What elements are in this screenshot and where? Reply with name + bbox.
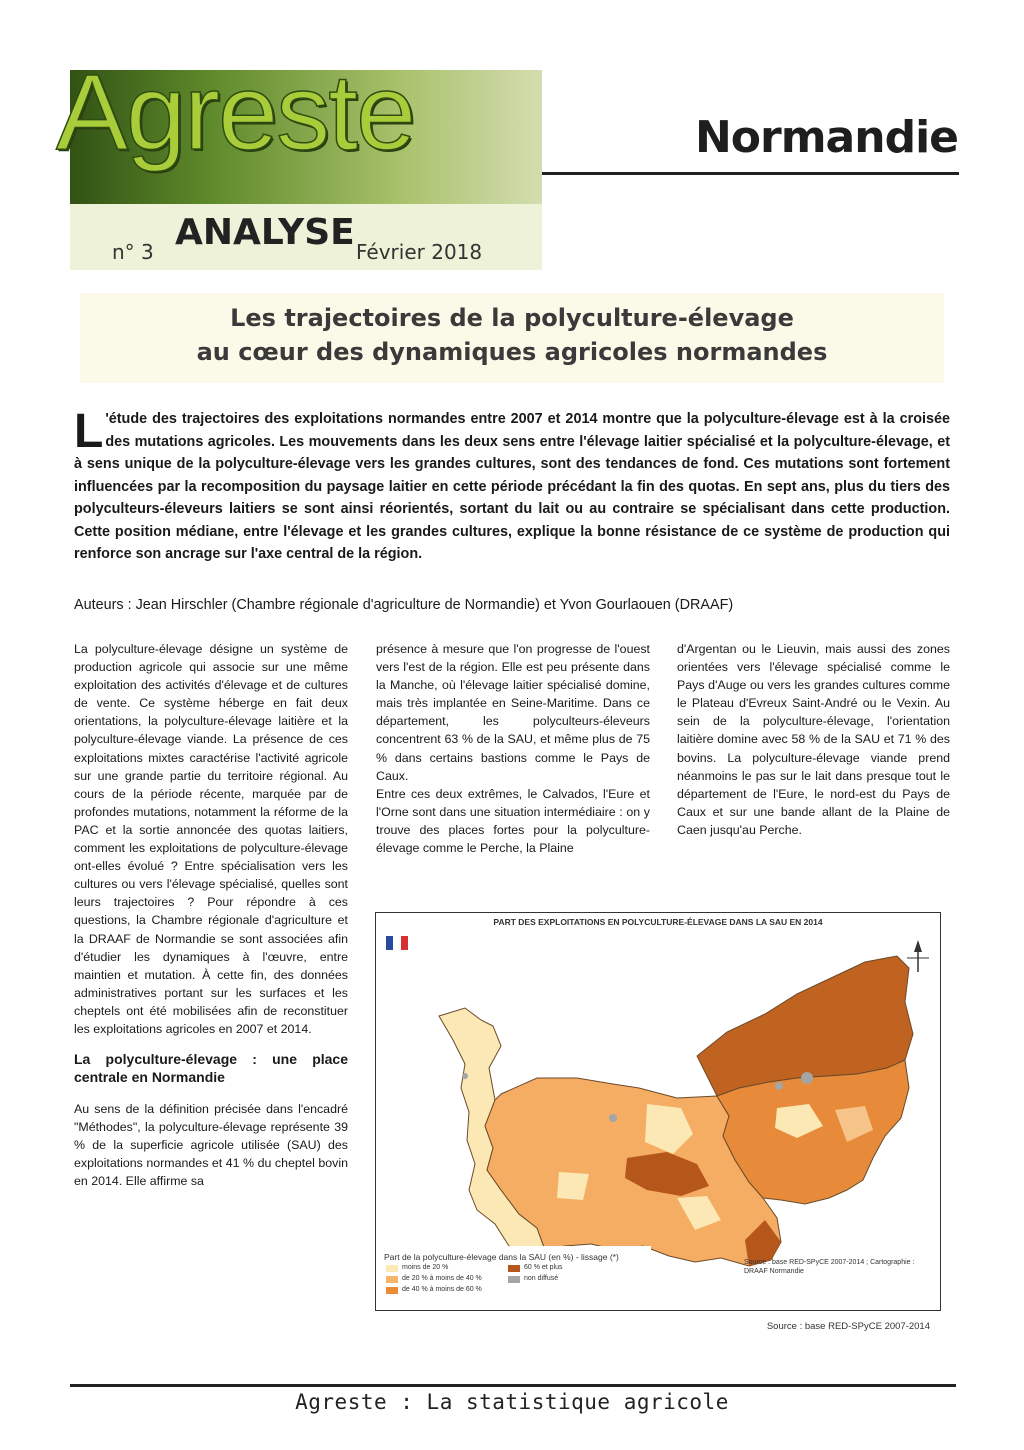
legend-swatch	[508, 1265, 520, 1272]
map-credit: Source : base RED-SPyCE 2007-2014 ; Cartographie : DRAAF Normandie	[744, 1259, 915, 1275]
legend-label: non diffusé	[524, 1275, 559, 1282]
legend-label: moins de 20 %	[402, 1264, 449, 1271]
issue-date: Février 2018	[356, 240, 483, 264]
column-2	[376, 640, 650, 857]
footer-rule	[70, 1384, 956, 1387]
series-label: ANALYSE	[175, 212, 355, 253]
region-name: Normandie	[694, 112, 958, 163]
header-rule	[542, 172, 959, 175]
issue-number: n° 3	[112, 240, 154, 264]
section-heading: La polyculture-élevage : une place centrale en Normandie	[74, 1051, 348, 1086]
legend-title: Part de la polyculture-élevage dans la SAU (en %) - lissage (*)	[384, 1252, 619, 1262]
figure-source: Source : base RED-SPyCE 2007-2014	[766, 1321, 930, 1332]
page-title	[80, 301, 944, 369]
legend-label: de 40 % à moins de 60 %	[402, 1286, 482, 1293]
footer-text: Agreste : La statistique agricole	[295, 1390, 729, 1414]
legend-swatch	[386, 1265, 398, 1272]
body-paragraph: La polyculture-élevage désigne un système de production agricole qui associe sur une même exploitation des activités d'élevage et de cultures de vente. Ce système héberge en fait deux orientations, la polyculture-élevage laitière et la polyculture-élevage viande. La présence de ces exploitations mixtes caractérise l'activité agricole sur une grande partie du territoire régional. Au cours de la période récente, marquée par de profondes mutations, notamment la réforme de la PAC et la sortie annoncée des quotas laitiers, comment les exploitations de polyculture-élevage ont-elles évolué ? Entre spécialisation vers les cultures ou vers l'élevage spécialisé, quelles sont leurs trajectoires ? Pour répondre à ces questions, la Chambre régionale d'agriculture et la DRAAF de Normandie se sont associées afin d'étudier les dynamiques à l'œuvre, entre maintien et mutation. À cette fin, des données administratives portant sur les surfaces et les cheptels ont été mobilisées afin de reconstituer les exploitations agricoles en 2007 et 2014.	[74, 642, 348, 1036]
lead-paragraph	[74, 405, 950, 566]
authors-line: Auteurs : Jean Hirschler (Chambre régionale d'agriculture de Normandie) et Yvon Gourlaouen (DRAAF)	[74, 597, 734, 613]
map-title: PART DES EXPLOITATIONS EN POLYCULTURE-ÉLEVAGE DANS LA SAU EN 2014	[493, 917, 823, 927]
legend-swatch	[386, 1276, 398, 1283]
body-paragraph: Entre ces deux extrêmes, le Calvados, l'Eure et l'Orne sont dans une situation intermédiaire : on y trouve des places fortes pour la polyculture-élevage comme le Perche, la Plaine	[376, 786, 650, 856]
body-paragraph: d'Argentan ou le Lieuvin, mais aussi des zones orientées vers l'élevage spécialisé comme le Pays d'Auge ou vers les grandes cultures comme le Plateau d'Evreux Saint-André ou le Vexin. Au sein de la polyculture-élevage, l'orientation laitière domine avec 58 % de la SAU et 71 % des bovins. La polyculture-élevage viande prend néanmoins le pas sur le lait dans presque tout le département de l'Eure, le nord-est du Pays de Caux et sur une bande allant de la Plaine de Caen jusqu'au Perche.	[677, 642, 950, 837]
normandy-choropleth-map	[377, 928, 937, 1308]
drop-cap: L	[74, 405, 104, 458]
agreste-logo: Agreste	[56, 51, 415, 172]
legend-swatch	[508, 1276, 520, 1283]
body-paragraph: Au sens de la définition précisée dans l'encadré "Méthodes", la polyculture-élevage représente 39 % de la superficie agricole utilisée (SAU) des exploitations normandes et 41 % du cheptel bovin en 2014. Elle affirme sa	[74, 1102, 348, 1189]
legend-swatch	[386, 1287, 398, 1294]
body-paragraph: présence à mesure que l'on progresse de l'ouest vers l'est de la région. Elle est peu présente dans la Manche, où l'élevage laitier spécialisé domine, mais très implantée en Seine-Maritime. Dans ce département, les polyculteurs-éleveurs concentrent 63 % de la SAU, et même plus de 75 % dans certains bastions comme le Pays de Caux.	[376, 642, 650, 783]
column-1	[74, 640, 348, 1191]
title-line-2: au cœur des dynamiques agricoles normandes	[196, 338, 828, 366]
column-3	[677, 640, 950, 839]
legend-label: 60 % et plus	[524, 1264, 563, 1271]
title-line-1: Les trajectoires de la polyculture-élevage	[230, 304, 794, 332]
north-arrow-icon	[907, 940, 929, 972]
legend-label: de 20 % à moins de 40 %	[402, 1275, 482, 1282]
lead-text: 'étude des trajectoires des exploitations normandes entre 2007 et 2014 montre que la polyculture-élevage est à la croisée des mutations agricoles. Les mouvements dans les deux sens entre l'élevage laitier spécialisé et la polyculture-élevage, et à sens unique de la polyculture-élevage vers les grandes cultures, sont des tendances de fond. Ces mutations sont fortement influencées par la recomposition du paysage laitier en cette période précédant la fin des quotas. En sept ans, plus du tiers des polyculteurs-éleveurs laitiers se sont ainsi réorientés, sortant du lait ou au contraire se spécialisant dans cette production. Cette position médiane, entre l'élevage et les grandes cultures, explique la bonne résistance de ce système de production qui renforce son ancrage sur l'axe central de la région.	[74, 411, 950, 562]
